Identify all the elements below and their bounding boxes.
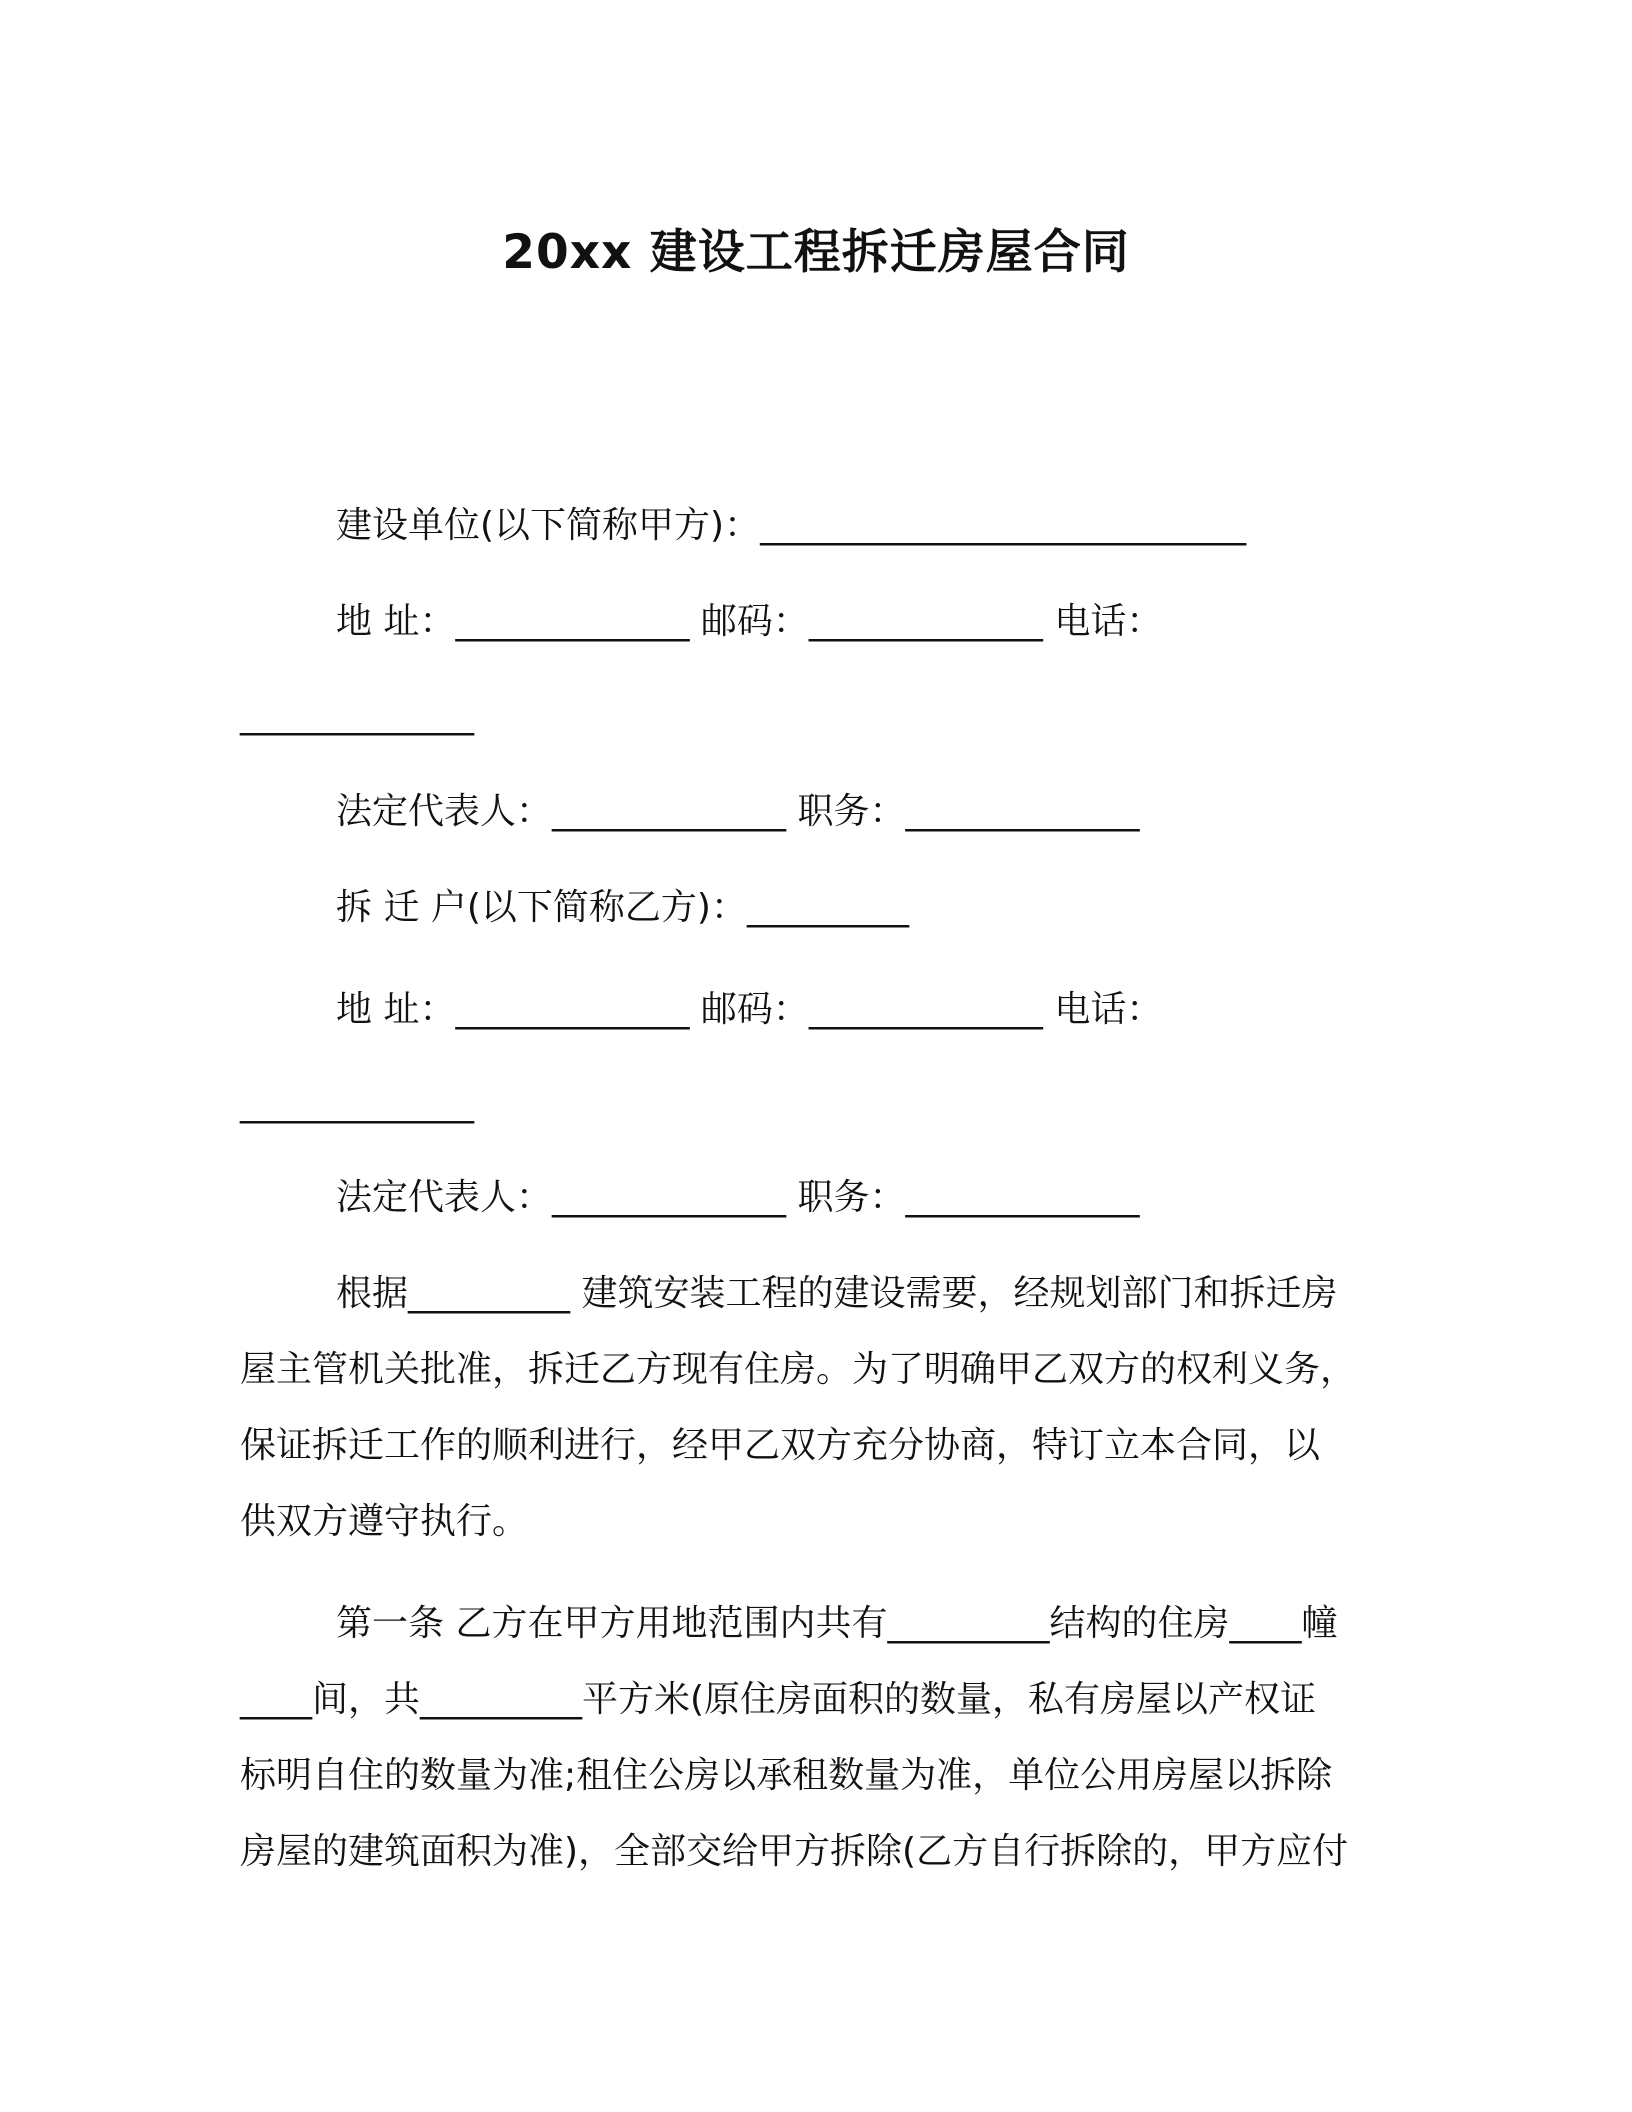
article-1-line-1 bbox=[240, 1598, 1337, 1650]
article-1-line-4: 房屋的建筑面积为准)，全部交给甲方拆除(乙方自行拆除的，甲方应付 bbox=[240, 1831, 1349, 1872]
party-a-name-line bbox=[240, 500, 1246, 552]
party-a-representative-line bbox=[240, 786, 1139, 838]
party-b-phone-blank-line: _____________ bbox=[240, 1083, 474, 1124]
preamble-line-2: 屋主管机关批准，拆迁乙方现有住房。为了明确甲乙双方的权利义务， bbox=[240, 1349, 1357, 1390]
document-title: 20xx 建设工程拆迁房屋合同 bbox=[502, 225, 1130, 280]
party-a-phone-blank-line: _____________ bbox=[240, 695, 474, 736]
party-b-representative-text: 法定代表人：_____________ 职务：_____________ bbox=[336, 1177, 1140, 1218]
party-b-name-text: 拆 迁 户(以下简称乙方)：_________ bbox=[336, 887, 909, 928]
party-b-address-text: 地 址：_____________ 邮码：_____________ 电话： bbox=[336, 989, 1163, 1030]
preamble-line-1 bbox=[240, 1268, 1337, 1320]
article-1-line-2: ____间，共_________平方米(原住房面积的数量，私有房屋以产权证 bbox=[240, 1679, 1317, 1720]
party-a-address-line bbox=[240, 596, 1162, 648]
article-1-line-3: 标明自住的数量为准;租住公房以承租数量为准，单位公用房屋以拆除 bbox=[240, 1755, 1333, 1796]
party-b-name-line bbox=[240, 882, 909, 934]
party-a-name-text: 建设单位(以下简称甲方)：___________________________ bbox=[336, 505, 1247, 546]
party-a-address-text: 地 址：_____________ 邮码：_____________ 电话： bbox=[336, 601, 1163, 642]
article-1-text-1: 第一条 乙方在甲方用地范围内共有_________结构的住房____幢 bbox=[336, 1603, 1338, 1644]
party-a-representative-text: 法定代表人：_____________ 职务：_____________ bbox=[336, 791, 1140, 832]
preamble-text-1: 根据_________ 建筑安装工程的建设需要，经规划部门和拆迁房 bbox=[336, 1273, 1338, 1314]
party-b-address-line bbox=[240, 984, 1162, 1036]
preamble-line-4: 供双方遵守执行。 bbox=[240, 1501, 529, 1542]
preamble-line-3: 保证拆迁工作的顺利进行，经甲乙双方充分协商，特订立本合同，以 bbox=[240, 1425, 1321, 1466]
party-b-representative-line bbox=[240, 1172, 1139, 1224]
